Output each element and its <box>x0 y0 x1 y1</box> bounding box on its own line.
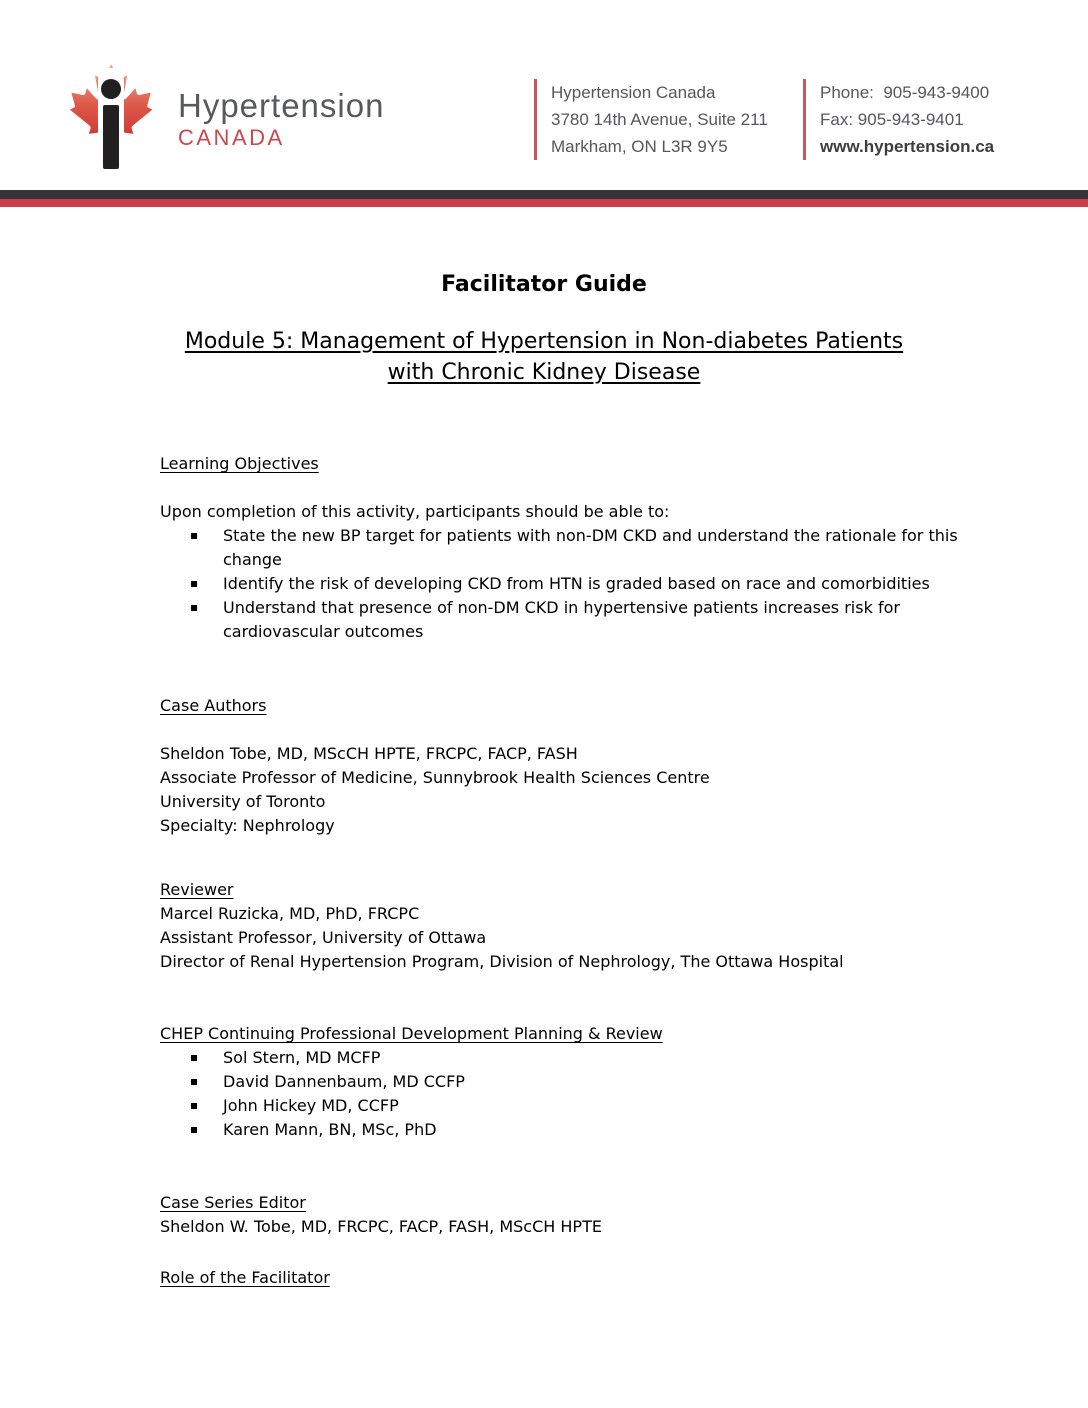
learning-objectives-heading: Learning Objectives <box>160 454 319 473</box>
module-title <box>0 326 1088 388</box>
list-item: David Dannenbaum, MD CCFP <box>190 1070 988 1094</box>
module-title-line1: Module 5: Management of Hypertension in Non-diabetes Patients <box>184 329 904 354</box>
website-url: www.hypertension.ca <box>820 137 995 156</box>
reviewer-position: Assistant Professor, University of Ottawa <box>160 928 487 947</box>
document-title: Facilitator Guide <box>441 272 647 297</box>
list-item: Sol Stern, MD MCFP <box>190 1046 988 1070</box>
header-divider <box>0 190 1088 207</box>
list-item: State the new BP target for patients with non-DM CKD and understand the rationale for this change <box>190 524 988 572</box>
author-specialty: Specialty: Nephrology <box>160 816 335 835</box>
case-series-editor-heading: Case Series Editor <box>160 1193 306 1212</box>
list-item: Karen Mann, BN, MSc, PhD <box>190 1118 988 1142</box>
logo-wordmark: Hypertension <box>178 87 385 124</box>
street-address: 3780 14th Avenue, Suite 211 <box>551 110 768 129</box>
section-case-authors <box>160 694 1012 838</box>
module-title-line2: with Chronic Kidney Disease <box>387 360 701 385</box>
sections <box>160 452 1012 1290</box>
section-reviewer <box>160 878 1012 974</box>
role-of-facilitator-heading: Role of the Facilitator <box>160 1268 330 1287</box>
list-item: Identify the risk of developing CKD from HTN is graded based on race and comorbidities <box>190 572 988 596</box>
section-role-of-facilitator <box>160 1266 1012 1290</box>
maple-leaf-person-icon <box>60 58 164 184</box>
section-learning-objectives <box>160 452 1012 644</box>
header-contact-block <box>803 79 994 160</box>
org-name: Hypertension Canada <box>551 83 716 102</box>
case-authors-heading: Case Authors <box>160 696 267 715</box>
author-position: Associate Professor of Medicine, Sunnybrook Health Sciences Centre <box>160 768 710 787</box>
hypertension-canada-logo <box>60 58 384 184</box>
logo-country: CANADA <box>178 125 285 150</box>
city-address: Markham, ON L3R 9Y5 <box>551 137 728 156</box>
fax-number: Fax: 905-943-9401 <box>820 110 964 129</box>
divider-dark-bar <box>0 190 1088 199</box>
learning-objectives-list <box>160 524 1012 644</box>
section-case-series-editor <box>160 1191 1012 1239</box>
header-address-block <box>534 79 768 160</box>
chep-member-list <box>160 1046 1012 1142</box>
learning-objectives-intro: Upon completion of this activity, participants should be able to: <box>160 502 670 521</box>
chep-heading: CHEP Continuing Professional Development Planning & Review <box>160 1024 663 1043</box>
document-body <box>0 270 1088 1290</box>
section-chep-review <box>160 1022 1012 1142</box>
author-name-credentials: Sheldon Tobe, MD, MScCH HPTE, FRCPC, FACP, FASH <box>160 744 578 763</box>
phone-number: Phone: 905-943-9400 <box>820 83 990 102</box>
reviewer-heading: Reviewer <box>160 880 234 899</box>
person-icon <box>98 68 124 174</box>
reviewer-title: Director of Renal Hypertension Program, Division of Nephrology, The Ottawa Hospital <box>160 952 844 971</box>
author-institution: University of Toronto <box>160 792 326 811</box>
editor-name-credentials: Sheldon W. Tobe, MD, FRCPC, FACP, FASH, MScCH HPTE <box>160 1217 602 1236</box>
reviewer-name-credentials: Marcel Ruzicka, MD, PhD, FRCPC <box>160 904 420 923</box>
divider-red-bar <box>0 199 1088 207</box>
list-item: Understand that presence of non-DM CKD in hypertensive patients increases risk for cardiovascular outcomes <box>190 596 988 644</box>
logo-text <box>178 88 384 151</box>
list-item: John Hickey MD, CCFP <box>190 1094 988 1118</box>
